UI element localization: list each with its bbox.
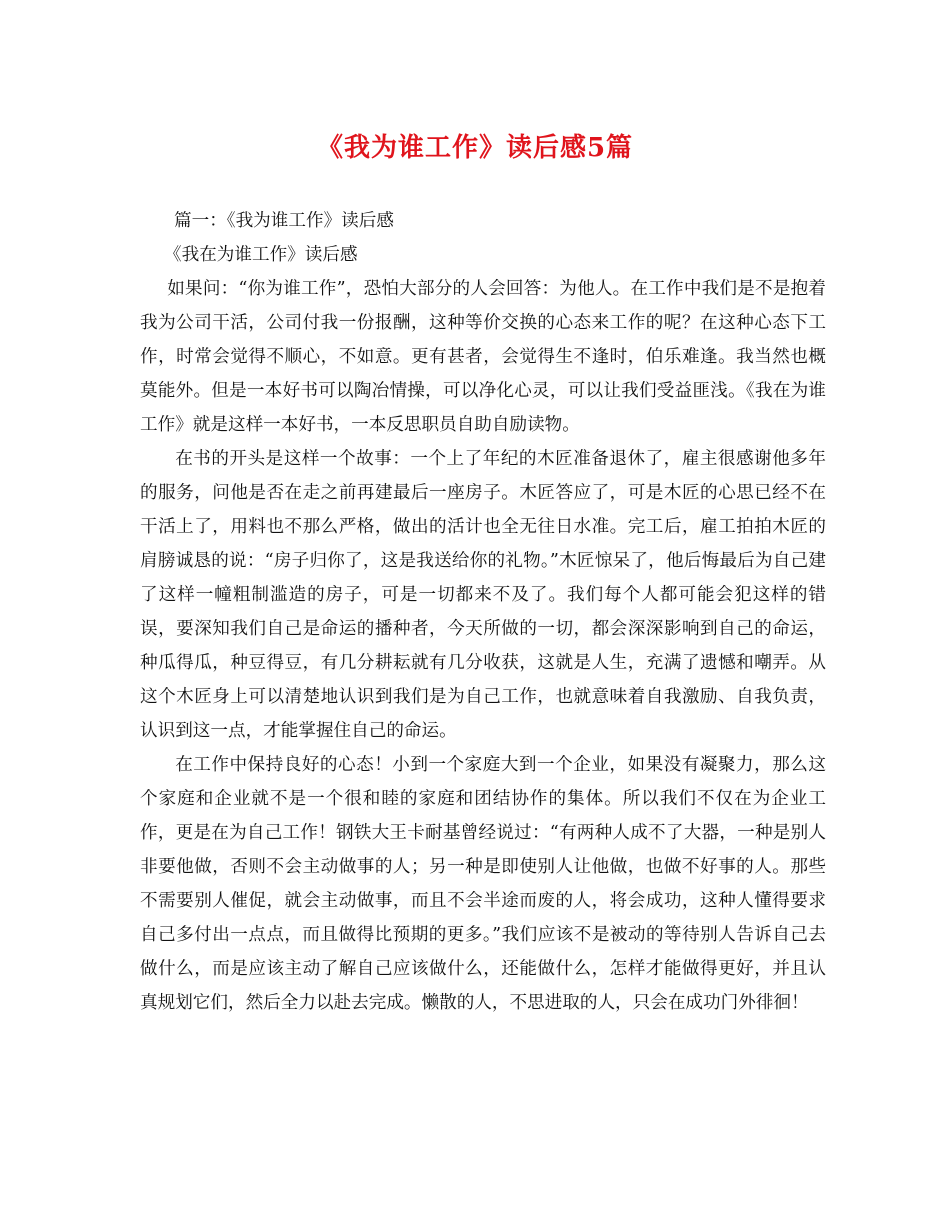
section-heading: 篇一：《我为谁工作》读后感 (174, 211, 394, 231)
paragraph-2: 在书的开头是这样一个故事：一个上了年纪的木匠准备退休了，雇主很感谢他多年的服务，问他是否在走之前再建最后一座房子。木匠答应了，可是木匠的心思已经不在干活上了，用料也不那么严格，做出的活计也全无往日水准。完工后，雇工拍拍木匠的肩膀诚恳的说：“房子归你了，这是我送给你的礼物。”木匠惊呆了，他后悔最后为自己建了这样一幢粗制滥造的房子，可是一切都来不及了。我们每个人都可能会犯这样的错误，要深知我们自己是命运的播种者，今天所做的一切，都会深深影响到自己的命运，种瓜得瓜，种豆得豆，有几分耕耘就有几分收获，这就是人生，充满了遗憾和嘲弄。从这个木匠身上可以清楚地认识到我们是为自己工作，也就意味着自我激励、自我负责，认识到这一点，才能掌握住自己的命运。 (140, 449, 826, 741)
document-body (140, 204, 826, 1020)
sub-heading: 《我在为谁工作》读后感 (164, 245, 358, 265)
paragraph-1: 如果问：“你为谁工作”，恐怕大部分的人会回答：为他人。在工作中我们是不是抱着我为公司干活，公司付我一份报酬，这种等价交换的心态来工作的呢？在这种心态下工作，时常会觉得不顺心，不如意。更有甚者，会觉得生不逢时，伯乐难逢。我当然也概莫能外。但是一本好书可以陶冶情操，可以净化心灵，可以让我们受益匪浅。《我在为谁工作》就是这样一本好书，一本反思职员自助自励读物。 (140, 279, 826, 435)
document-title: 《我为谁工作》读后感5篇 (316, 133, 634, 163)
paragraph-3: 在工作中保持良好的心态！小到一个家庭大到一个企业，如果没有凝聚力，那么这个家庭和企业就不是一个很和睦的家庭和团结协作的集体。所以我们不仅在为企业工作，更是在为自己工作！钢铁大王卡耐基曾经说过：“有两种人成不了大器，一种是别人非要他做，否则不会主动做事的人；另一种是即使别人让他做，也做不好事的人。那些不需要别人催促，就会主动做事，而且不会半途而废的人，将会成功，这种人懂得要求自己多付出一点点，而且做得比预期的更多。”我们应该不是被动的等待别人告诉自己去做什么，而是应该主动了解自己应该做什么，还能做什么，怎样才能做得更好，并且认真规划它们，然后全力以赴去完成。懒散的人，不思进取的人，只会在成功门外徘徊！ (140, 755, 826, 1013)
